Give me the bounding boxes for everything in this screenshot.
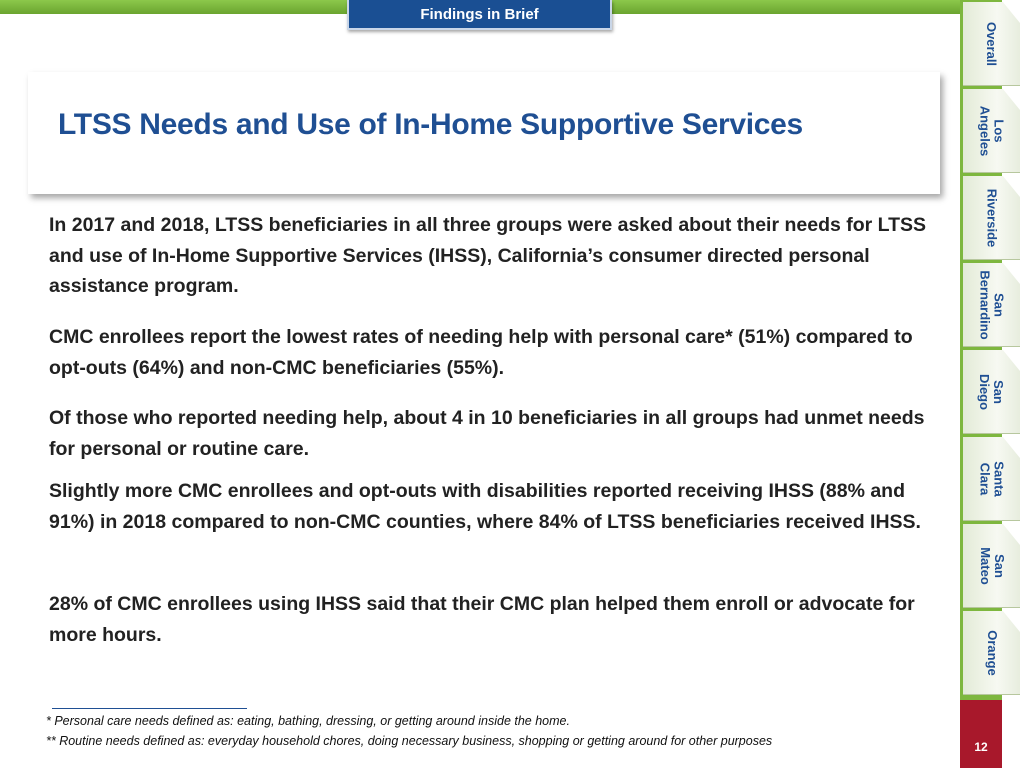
side-tab-san-diego[interactable]: San Diego	[977, 373, 1007, 411]
side-tab-san-bernardino[interactable]: San Bernardino	[977, 270, 1007, 340]
paragraph-personal-care: CMC enrollees report the lowest rates of needing help with personal care* (51%) compared to opt-outs (64%) and non-CMC beneficiaries (55%).	[49, 326, 913, 379]
paragraph-ihss: Slightly more CMC enrollees and opt-outs with disabilities reported receiving IHSS (88% and 91%) in 2018 compared to non-CMC counties, where 84% of LTSS beneficiaries received IHSS.	[49, 480, 921, 533]
paragraph-plan-help: 28% of CMC enrollees using IHSS said that their CMC plan helped them enroll or advocate for more hours.	[49, 593, 915, 646]
side-tab-overall[interactable]: Overall	[984, 21, 1000, 67]
side-tab-santa-clara[interactable]: Santa Clara	[977, 461, 1007, 497]
page-number: 12	[974, 740, 988, 754]
paragraph-intro: In 2017 and 2018, LTSS beneficiaries in all three groups were asked about their needs for LTSS and use of In-Home Supportive Services (IHSS), California’s consumer directed personal assistance program.	[49, 214, 927, 297]
paragraph-unmet-needs: Of those who reported needing help, about 4 in 10 beneficiaries in all groups had unmet needs for personal or routine care.	[49, 407, 925, 460]
footnote-personal-care: * Personal care needs defined as: eating, bathing, dressing, or getting around inside the home.	[46, 714, 570, 728]
page-title: LTSS Needs and Use of In-Home Supportive Services	[58, 108, 803, 141]
side-tab-san-mateo[interactable]: San Mateo	[977, 547, 1007, 585]
footnote-routine-needs: ** Routine needs defined as: everyday household chores, doing necessary business, shopping or getting around for other purposes	[46, 734, 773, 748]
section-tab[interactable]: Findings in Brief	[347, 0, 612, 30]
footnote-divider	[52, 708, 247, 709]
side-tab-riverside[interactable]: Riverside	[984, 188, 1000, 248]
side-tab-orange[interactable]: Orange	[984, 630, 1000, 676]
side-tab-los-angeles[interactable]: Los Angeles	[977, 105, 1007, 157]
